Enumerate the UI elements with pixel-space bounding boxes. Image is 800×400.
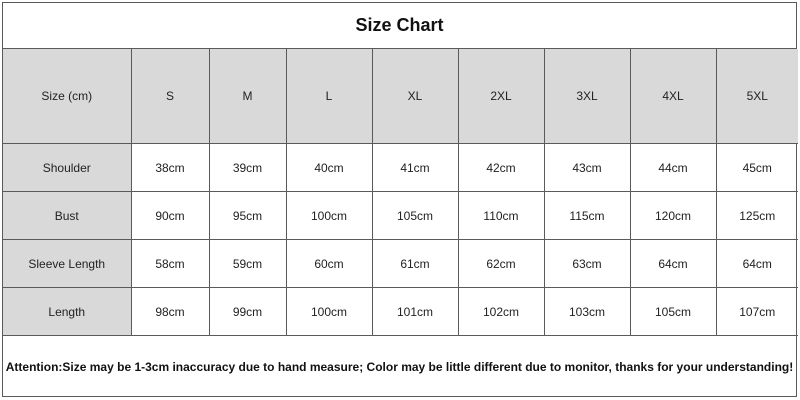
table-cell: 103cm — [544, 288, 630, 336]
chart-title: Size Chart — [3, 3, 796, 49]
table-cell: 101cm — [372, 288, 458, 336]
table-cell: 41cm — [372, 144, 458, 192]
row-label: Length — [3, 288, 131, 336]
header-cell-5xl: 5XL — [716, 49, 798, 144]
table-cell: 61cm — [372, 240, 458, 288]
table-cell: 115cm — [544, 192, 630, 240]
attention-note: Attention:Size may be 1-3cm inaccuracy due to hand measure; Color may be little different due to monitor, thanks for your understanding! — [5, 359, 794, 374]
table-cell: 100cm — [286, 288, 372, 336]
table-cell: 45cm — [716, 144, 798, 192]
table-cell: 60cm — [286, 240, 372, 288]
table-cell: 110cm — [458, 192, 544, 240]
table-cell: 98cm — [131, 288, 209, 336]
table-cell: 62cm — [458, 240, 544, 288]
table-cell: 102cm — [458, 288, 544, 336]
table-cell: 42cm — [458, 144, 544, 192]
header-cell-3xl: 3XL — [544, 49, 630, 144]
row-label: Shoulder — [3, 144, 131, 192]
header-cell-size: Size (cm) — [3, 49, 131, 144]
table-cell: 105cm — [630, 288, 716, 336]
table-row-length — [3, 288, 798, 336]
table-cell: 38cm — [131, 144, 209, 192]
table-row-shoulder — [3, 144, 798, 192]
table-cell: 64cm — [630, 240, 716, 288]
header-cell-4xl: 4XL — [630, 49, 716, 144]
table-cell: 105cm — [372, 192, 458, 240]
header-cell-xl: XL — [372, 49, 458, 144]
size-chart-frame — [2, 2, 797, 397]
table-cell: 125cm — [716, 192, 798, 240]
table-cell: 40cm — [286, 144, 372, 192]
table-cell: 107cm — [716, 288, 798, 336]
table-cell: 59cm — [209, 240, 286, 288]
header-cell-s: S — [131, 49, 209, 144]
table-cell: 90cm — [131, 192, 209, 240]
table-header-row — [3, 49, 798, 144]
table-cell: 44cm — [630, 144, 716, 192]
table-cell: 63cm — [544, 240, 630, 288]
table-cell: 100cm — [286, 192, 372, 240]
table-cell: 39cm — [209, 144, 286, 192]
table-cell: 43cm — [544, 144, 630, 192]
table-cell: 120cm — [630, 192, 716, 240]
size-table — [3, 49, 798, 336]
row-label: Bust — [3, 192, 131, 240]
table-cell: 99cm — [209, 288, 286, 336]
table-row-sleeve-length — [3, 240, 798, 288]
table-cell: 58cm — [131, 240, 209, 288]
header-cell-2xl: 2XL — [458, 49, 544, 144]
header-cell-l: L — [286, 49, 372, 144]
table-cell: 95cm — [209, 192, 286, 240]
table-row-bust — [3, 192, 798, 240]
row-label: Sleeve Length — [3, 240, 131, 288]
header-cell-m: M — [209, 49, 286, 144]
table-cell: 64cm — [716, 240, 798, 288]
